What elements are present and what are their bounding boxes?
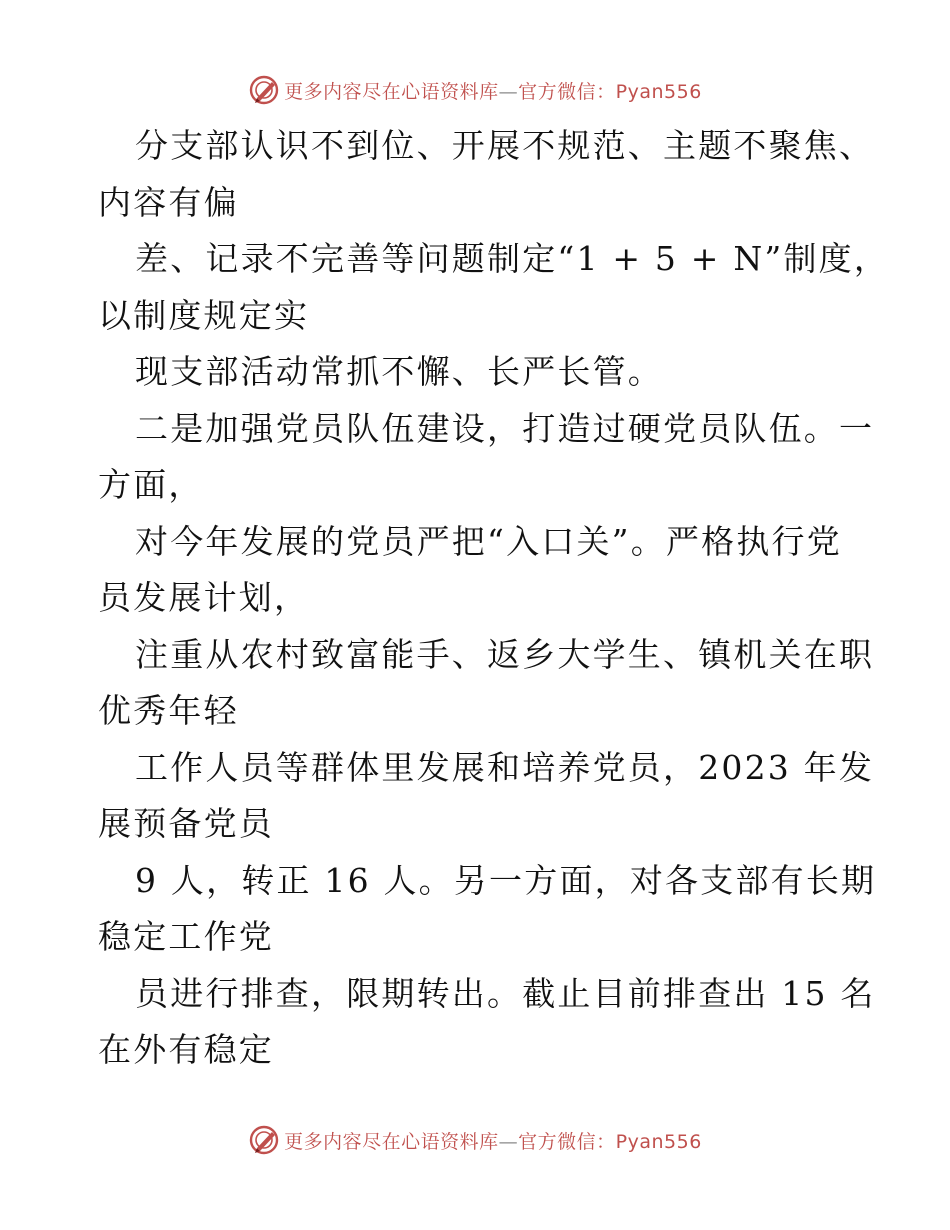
text-line: 员进行排查，限期转出。截止目前排查出 15 名 (135, 973, 876, 1013)
text-line: 优秀年轻 (98, 691, 239, 730)
banner-separator: — (498, 1130, 519, 1153)
text-line: 注重从农村致富能手、返乡大学生、镇机关在职 (135, 634, 875, 674)
text-line: 员发展计划， (98, 578, 310, 617)
banner-title: 更多内容尽在心语资料库 (284, 1130, 499, 1153)
text-line: 工作人员等群体里发展和培养党员，2023 年发 (135, 747, 875, 787)
text-line: 展预备党员 (98, 804, 274, 843)
text-line: 差、记录不完善等问题制定“1 + 5 + N”制度， (135, 239, 890, 278)
logo-icon (248, 1124, 280, 1156)
text-line: 二是加强党员队伍建设，打造过硬党员队伍。一 (135, 408, 875, 448)
text-line: 对今年发展的党员严把“入口关”。严格执行党 (135, 521, 842, 561)
banner-title: 更多内容尽在心语资料库 (284, 80, 499, 103)
text-line: 稳定工作党 (98, 917, 274, 956)
text-line: 方面， (98, 465, 204, 504)
text-line: 现支部活动常抓不懈、长严长管。 (135, 352, 663, 391)
document-body (98, 118, 890, 1079)
text-line: 9 人，转正 16 人。另一方面，对各支部有长期 (135, 860, 877, 900)
header-banner (0, 72, 950, 108)
footer-banner (0, 1122, 950, 1158)
text-line: 在外有稳定 (98, 1030, 274, 1069)
banner-separator: — (498, 80, 519, 103)
text-line: 分支部认识不到位、开展不规范、主题不聚焦、 (135, 126, 875, 165)
banner-wechat: 官方微信：Pyan556 (518, 80, 702, 103)
text-line: 内容有偏 (98, 182, 239, 222)
text-line: 以制度规定实 (98, 295, 310, 335)
logo-icon (248, 74, 280, 106)
banner-wechat: 官方微信：Pyan556 (518, 1130, 702, 1153)
